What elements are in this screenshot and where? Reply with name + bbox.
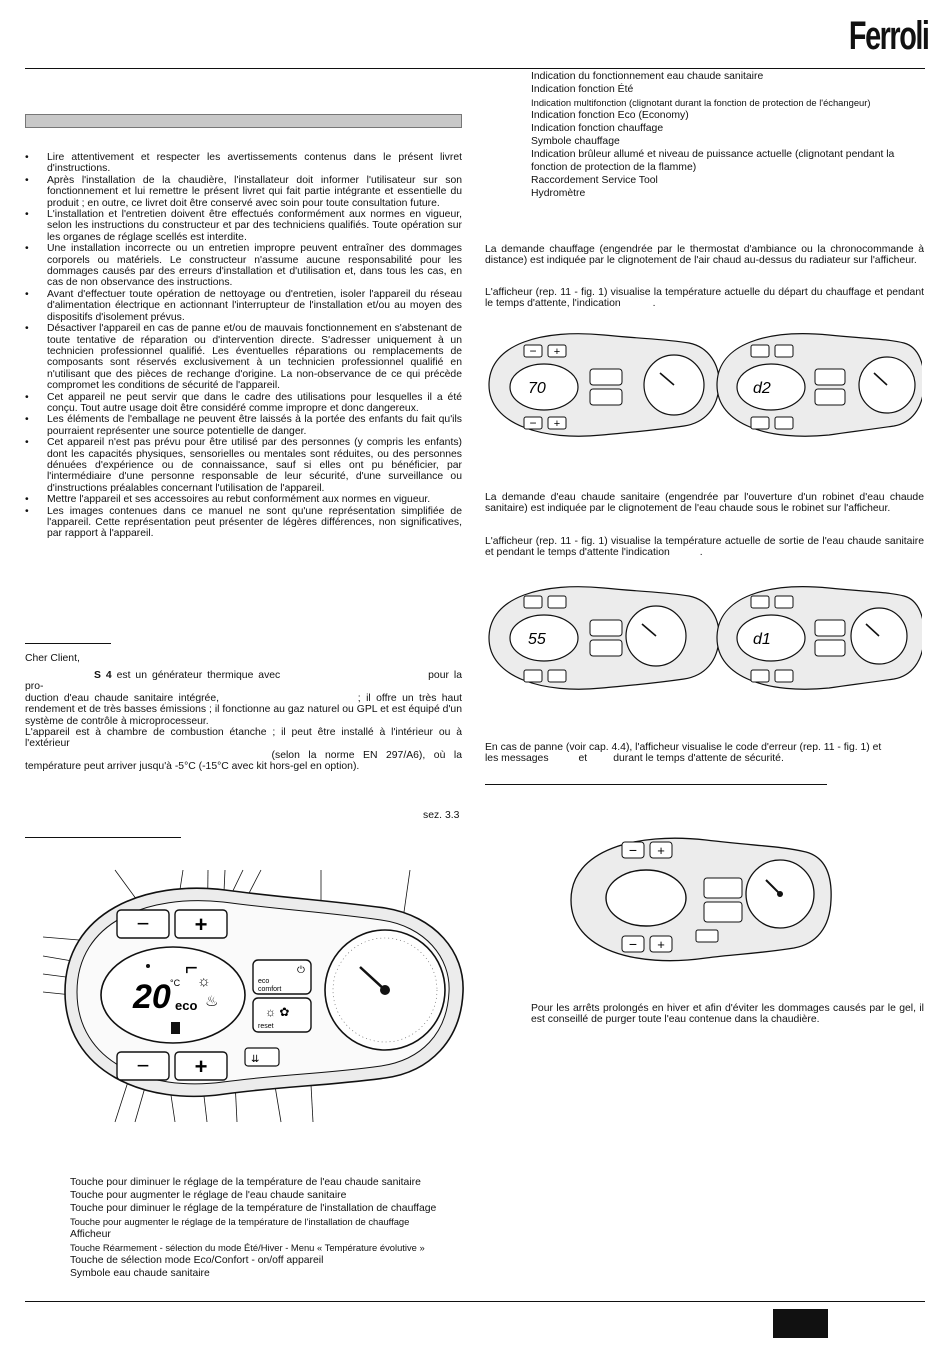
minus-label: − <box>628 842 638 858</box>
warning-item: • L'installation et l'entretien doivent être effectués conformément aux normes en vigueur, selon les instructions du constructeur et par des techniciens qualifiés. Toute opération sur les organes de réglage scellés est interdite. <box>25 209 462 243</box>
legend-item: Touche pour augmenter le réglage de la température de l'installation de chauffage <box>70 1216 410 1227</box>
intro-paragraph-2 <box>25 727 462 773</box>
warning-item: • Cet appareil ne peut servir que dans le cadre des utilisations pour lesquelles il a été conçu. Tout autre usage doit être considéré comme impropre et donc dangereux. <box>25 392 462 415</box>
power-icon: ⏻ <box>297 965 305 976</box>
heating-text: L'afficheur (rep. 11 - fig. 1) visualise la température actuelle du départ du chauffage et pendant le temps d'attente, l'indication <box>485 287 924 310</box>
legend-item: Touche pour augmenter le réglage de l'eau chaude sanitaire <box>70 1190 347 1201</box>
panel-heating-wait <box>717 334 922 437</box>
legend-item: Touche pour diminuer le réglage de la température de l'eau chaude sanitaire <box>70 1177 421 1188</box>
dhw-text: . <box>699 547 703 559</box>
legend-item: Touche pour diminuer le réglage de la température de l'installation de chauffage <box>70 1203 437 1214</box>
warnings-list <box>25 152 462 540</box>
eco-indicator: eco <box>175 998 198 1013</box>
warning-item: • Désactiver l'appareil en cas de panne et/ou de mauvais fonctionnement en s'abstenant de toute tentative de réparation ou d'intervention directe. S'adresser uniquement à un technicien professionnel qualifié. Les éventuelles réparations ou remplacements de composants sont réservés exclusivement à un technicien professionnel qualifié en n'utilisant que des pièces de rechange d'origine. La non-observance de ce qui précède compromet les conditions de sécurité de l'appareil. <box>25 323 462 391</box>
section-heading-bar <box>25 114 462 128</box>
header-rule <box>25 68 925 69</box>
legend-item: Indication brûleur allumé et niveau de puissance actuelle (clignotant pendant la <box>531 149 895 160</box>
legend-item: Symbole chauffage <box>531 136 620 147</box>
service-tool-icon: ⇊ <box>251 1054 260 1065</box>
intro-text: ; il offre un très haut rendement et de très basses émissions ; il fonctionne au gaz naturel ou GPL et est équipé d'un système de contrôle à microprocesseur. <box>25 692 463 727</box>
minus-label: − <box>529 416 537 430</box>
section-rule <box>25 643 111 644</box>
summer-key-icon: ☼ ✿ <box>265 1005 290 1019</box>
warning-item: • Une installation incorrecte ou un entretien impropre peuvent entraîner des dommages corporels ou matériels. Le constructeur n'assume aucune responsabilité pour les dommages causés par des erreurs d'installation et d'utilisation et, dans tous les cas, en cas de non observance des instructions. <box>25 243 462 289</box>
legend-left <box>70 1176 436 1280</box>
panel-dhw-temp <box>489 587 719 690</box>
fault-text: les messages <box>485 753 549 765</box>
minus-label: − <box>628 936 638 952</box>
radiator-icon <box>171 1022 180 1034</box>
legend-item: fonction de protection de la flamme) <box>531 162 697 173</box>
intro-paragraph-1 <box>25 670 462 727</box>
fault-text: et <box>578 753 588 765</box>
tap-icon: ⌐ <box>185 955 198 980</box>
dhw-temp-value: 55 <box>528 631 546 648</box>
legend-item: Indication fonction chauffage <box>531 123 664 134</box>
plus-label: + <box>553 418 561 430</box>
warning-item: • Les éléments de l'emballage ne peuvent être laissés à la portée des enfants du fait qu'ils pourraient représenter une source potentielle de danger. <box>25 414 462 437</box>
frost-paragraph: Pour les arrêts prolongés en hiver et afin d'éviter les dommages causés par le gel, il est conseillé de purger toute l'eau contenue dans la chaudière. <box>531 1003 924 1026</box>
heating-paragraph-1: La demande chauffage (engendrée par le thermostat d'ambiance ou la chronocommande à distance) est indiquée par le clignotement de l'air chaud au-dessus du radiateur sur l'afficheur. <box>485 244 924 267</box>
reset-key-label[interactable]: reset <box>258 1023 274 1030</box>
intro-text: (selon la norme EN 297/A6), où la température peut arriver jusqu'à -5°C (-15°C avec kit hors-gel en option). <box>25 749 462 773</box>
warning-item: • Après l'installation de la chaudière, l'installateur doit informer l'utilisateur sur son fonctionnement et lui remettre le présent livret qui fait partie intégrante et essentielle du produit ; en outre, ce livret doit être conservé avec soin pour toute consultation future. <box>25 175 462 209</box>
heating-text: . <box>652 298 656 310</box>
lcd-unit: °C <box>170 978 181 988</box>
footer-rule <box>25 1301 925 1302</box>
intro-text: est un générateur thermique avec <box>111 670 286 681</box>
intro-text: L'appareil est à chambre de combustion étanche ; il peut être installé à l'intérieur ou à l'extérieur <box>25 727 462 750</box>
fault-text: En cas de panne (voir cap. 4.4), l'afficheur visualise le code d'erreur (rep. 11 - fig. 1) et <box>485 742 882 753</box>
panel-dhw-wait <box>717 587 922 690</box>
legend-right <box>531 70 894 200</box>
legend-item: Indication multifonction (clignotant durant la fonction de protection de l'échangeur) <box>531 97 871 108</box>
warning-item: • Cet appareil n'est pas prévu pour être utilisé par des personnes (y compris les enfants) dont les capacités physiques, sensorielles ou mentales sont réduites, ou des personnes dénuées d'expérience ou de connaissance, sauf si elles ont pu bénéficier, par l'intermédiaire d'une personne responsable de leur sécurité, d'une surveillance ou d'instructions préalables concernant l'utilisation de l'appareil. <box>25 437 462 494</box>
legend-item: Indication du fonctionnement eau chaude sanitaire <box>531 71 764 82</box>
greeting: Cher Client, <box>25 653 80 664</box>
legend-item: Symbole eau chaude sanitaire <box>70 1268 210 1279</box>
section-rule <box>485 784 827 785</box>
panel-heating-temp <box>489 334 719 437</box>
legend-item: Hydromètre <box>531 188 586 199</box>
heating-minus-button[interactable]: − <box>136 1053 150 1078</box>
plus-label: + <box>657 937 665 952</box>
legend-item: Touche de sélection mode Eco/Confort - on/off appareil <box>70 1255 324 1266</box>
section-rule <box>25 837 181 838</box>
heating-plus-button[interactable]: + <box>194 1054 208 1079</box>
warning-item: • Mettre l'appareil et ses accessoires au rebut conformément aux normes en vigueur. <box>25 494 462 505</box>
legend-item: Indication fonction Eco (Economy) <box>531 110 689 121</box>
heating-temp-value: 70 <box>528 380 546 397</box>
heating-wait-value: d2 <box>753 380 771 397</box>
brand-logo: Ferroli <box>848 14 928 58</box>
lcd-temperature: 20 <box>133 978 171 1016</box>
fault-paragraph <box>485 742 924 765</box>
dhw-paragraph-1: La demande d'eau chaude sanitaire (engendrée par l'ouverture d'un robinet d'eau chaude sanitaire) est indiquée par le clignotement de l'eau chaude sous le robinet sur l'afficheur. <box>485 492 924 515</box>
legend-item: Touche Réarmement - sélection du mode Été/Hiver - Menu « Température évolutive » <box>70 1242 425 1253</box>
comfort-key-label[interactable]: comfort <box>258 986 282 993</box>
minus-label: − <box>529 344 537 358</box>
dhw-text: L'afficheur (rep. 11 - fig. 1) visualise la température actuelle de sortie de l'eau chaude sanitaire et pendant le temps d'attente l'indication <box>485 536 924 559</box>
intro-text: pour la pro- <box>25 670 462 693</box>
dhw-minus-button[interactable]: − <box>136 911 150 936</box>
intro-text: duction d'eau chaude sanitaire intégrée, <box>25 692 225 704</box>
legend-item: Indication fonction Été <box>531 84 634 95</box>
heating-paragraph-2 <box>485 287 924 310</box>
legend-item: Raccordement Service Tool <box>531 175 658 186</box>
plus-label: + <box>657 843 665 858</box>
control-panel-figure <box>25 860 470 1125</box>
blank-panel-figure <box>566 830 836 970</box>
dhw-plus-button[interactable]: + <box>194 912 208 937</box>
eco-key-label[interactable]: eco <box>258 978 270 985</box>
summer-icon: ☼ <box>197 973 211 990</box>
warning-item: • Les images contenues dans ce manuel ne sont qu'une représentation simplifiée de l'appareil. Cette représentation peut présenter de légères différences, non significatives, par rapport à l'appareil. <box>25 506 462 540</box>
dhw-display-figures <box>484 578 922 698</box>
fault-text: durant le temps d'attente de sécurité. <box>613 753 784 765</box>
warning-item: • Avant d'effectuer toute opération de nettoyage ou d'entretien, isoler l'appareil du réseau d'alimentation électrique en actionnant l'interrupteur de l'installation et/ou au moyen des dispositifs d'isolement prévus. <box>25 289 462 323</box>
flame-icon: ♨ <box>205 993 219 1010</box>
heating-display-figures <box>484 325 922 445</box>
warning-item: • Lire attentivement et respecter les avertissements contenus dans le présent livret d'instructions. <box>25 152 462 175</box>
model-name: S 4 <box>94 670 112 681</box>
dhw-paragraph-2 <box>485 536 924 559</box>
plus-label: + <box>553 346 561 358</box>
dhw-wait-value: d1 <box>753 631 771 648</box>
legend-item: Afficheur <box>70 1229 111 1240</box>
page-number-box <box>773 1309 828 1338</box>
section-reference: sez. 3.3 <box>423 810 460 821</box>
